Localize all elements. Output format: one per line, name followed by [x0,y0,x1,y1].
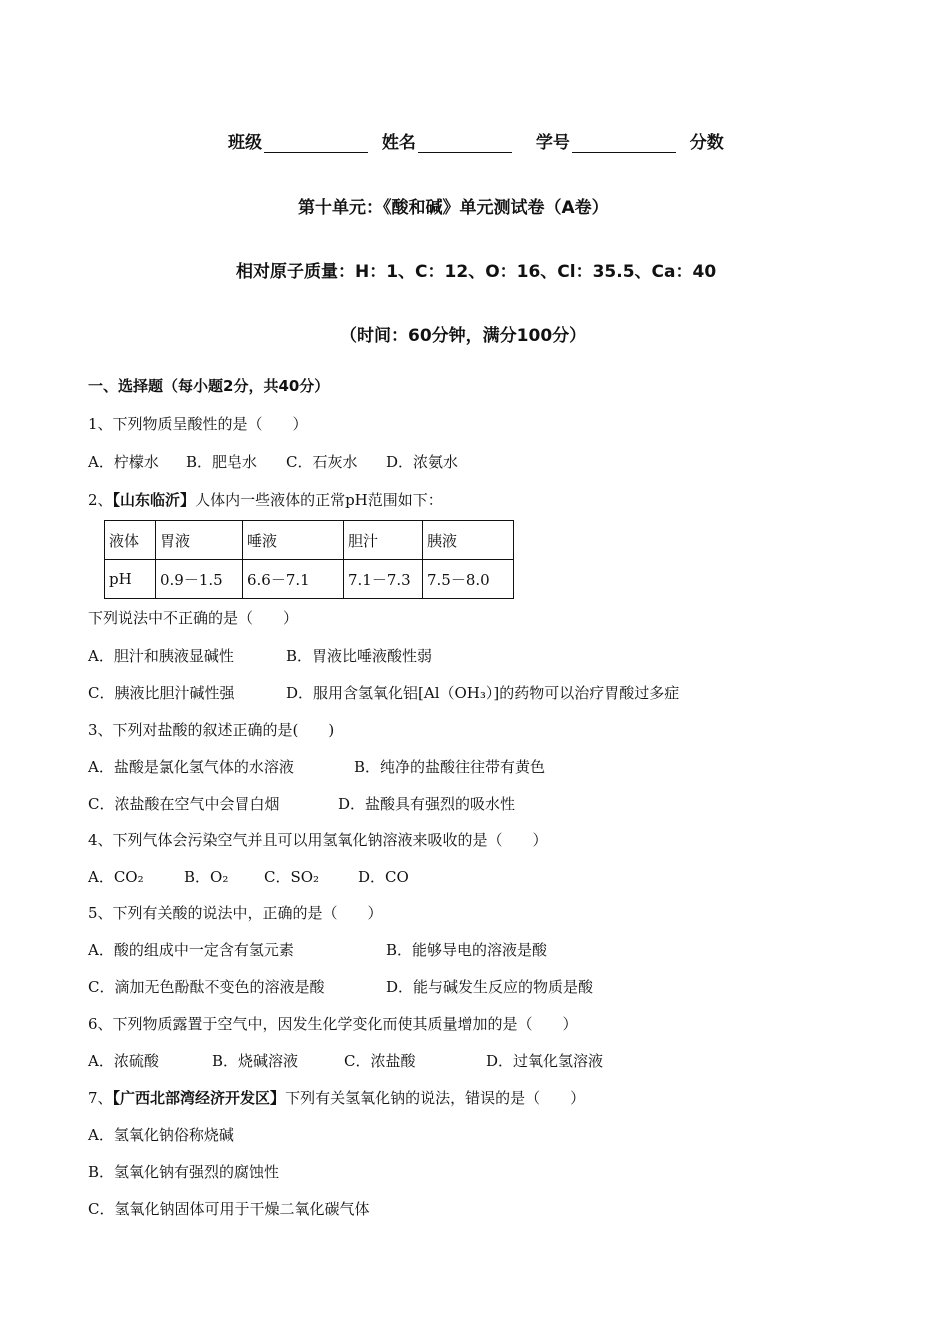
table-cell: 唾液 [243,521,344,560]
option-b: B．O₂ [184,868,229,886]
option-d: D．能与碱发生反应的物质是酸 [386,978,594,996]
option-a: A．盐酸是氯化氢气体的水溶液 [88,758,294,776]
option-c: C．浓盐酸 [344,1052,416,1070]
option-c: C．浓盐酸在空气中会冒白烟 [88,795,280,813]
question-5-options-cd [88,977,593,997]
class-blank[interactable] [264,134,368,153]
student-id-blank[interactable] [572,134,676,153]
option-d: D．过氧化氢溶液 [486,1052,604,1070]
section-heading: 一、选择题（每小题2分，共40分） [88,377,330,395]
option-a: A．CO₂ [88,868,144,886]
question-6-options [88,1051,603,1071]
table-cell: 0.9－1.5 [156,560,243,599]
table-cell: 液体 [105,521,156,560]
question-2-source: 【山东临沂】 [112,491,196,509]
question-3-options-cd [88,794,515,814]
question-7-source: 【广西北部湾经济开发区】 [112,1089,286,1107]
option-d: D．服用含氢氧化铝[Al（OH₃）]的药物可以治疗胃酸过多症 [286,684,680,702]
table-cell: 6.6－7.1 [243,560,344,599]
option-a: A．胆汁和胰液显碱性 [88,647,234,665]
table-row [105,560,514,599]
table-cell: 胆汁 [344,521,423,560]
name-blank[interactable] [418,134,512,153]
option-c: C．滴加无色酚酞不变色的溶液是酸 [88,978,325,996]
question-2-text: 人体内一些液体的正常pH范围如下： [195,491,443,509]
option-b: B．烧碱溶液 [212,1052,299,1070]
ph-table [104,520,514,599]
question-2-number: 2、 [88,491,113,509]
table-row [105,521,514,560]
question-5-stem: 5、下列有关酸的说法中，正确的是（ ） [88,904,383,922]
student-info-line [228,133,724,153]
option-a: A．柠檬水 [88,453,159,471]
table-cell: 胃液 [156,521,243,560]
time-note: （时间：60分钟，满分100分） [340,326,587,346]
option-b: B．纯净的盐酸往往带有黄色 [354,758,546,776]
option-a: A．酸的组成中一定含有氢元素 [88,941,294,959]
question-5-options-ab [88,940,547,960]
option-b: B．胃液比唾液酸性弱 [286,647,433,665]
name-label: 姓名 [381,133,416,153]
score-label: 分数 [689,133,724,153]
option-b: B．肥皂水 [186,453,258,471]
question-3-stem: 3、下列对盐酸的叙述正确的是( ) [88,721,335,739]
question-2-options-ab [88,646,432,666]
option-d: D．浓氨水 [386,453,459,471]
table-cell: 胰液 [423,521,514,560]
question-7-text: 下列有关氢氧化钠的说法，错误的是（ ） [285,1089,586,1107]
question-7-option-b: B．氢氧化钠有强烈的腐蚀性 [88,1163,280,1181]
question-7-option-a: A．氢氧化钠俗称烧碱 [88,1126,234,1144]
student-id-label: 学号 [535,133,570,153]
question-4-stem: 4、下列气体会污染空气并且可以用氢氧化钠溶液来吸收的是（ ） [88,831,548,849]
table-cell: 7.1－7.3 [344,560,423,599]
option-c: C．胰液比胆汁碱性强 [88,684,235,702]
question-2-stem [88,490,443,510]
question-7-number: 7、 [88,1089,113,1107]
option-d: D．CO [358,868,409,886]
question-1-options [88,452,458,472]
question-1-stem: 1、下列物质呈酸性的是（ ） [88,415,308,433]
question-2-question: 下列说法中不正确的是（ ） [88,609,299,627]
option-c: C．SO₂ [264,868,320,886]
question-7-stem [88,1088,585,1108]
question-3-options-ab [88,757,545,777]
question-7-option-c: C．氢氧化钠固体可用于干燥二氧化碳气体 [88,1200,370,1218]
option-c: C．石灰水 [286,453,358,471]
question-6-stem: 6、下列物质露置于空气中，因发生化学变化而使其质量增加的是（ ） [88,1015,578,1033]
question-2-options-cd [88,683,679,703]
table-cell: pH [105,560,156,599]
class-label: 班级 [228,133,262,153]
table-cell: 7.5－8.0 [423,560,514,599]
page-title: 第十单元：《酸和碱》单元测试卷（A卷） [298,198,609,218]
option-d: D．盐酸具有强烈的吸水性 [338,795,516,813]
question-4-options [88,867,409,887]
option-a: A．浓硫酸 [88,1052,159,1070]
atomic-mass-note: 相对原子质量：H：1、C：12、O：16、Cl：35.5、Ca：40 [236,262,717,282]
option-b: B．能够导电的溶液是酸 [386,941,548,959]
